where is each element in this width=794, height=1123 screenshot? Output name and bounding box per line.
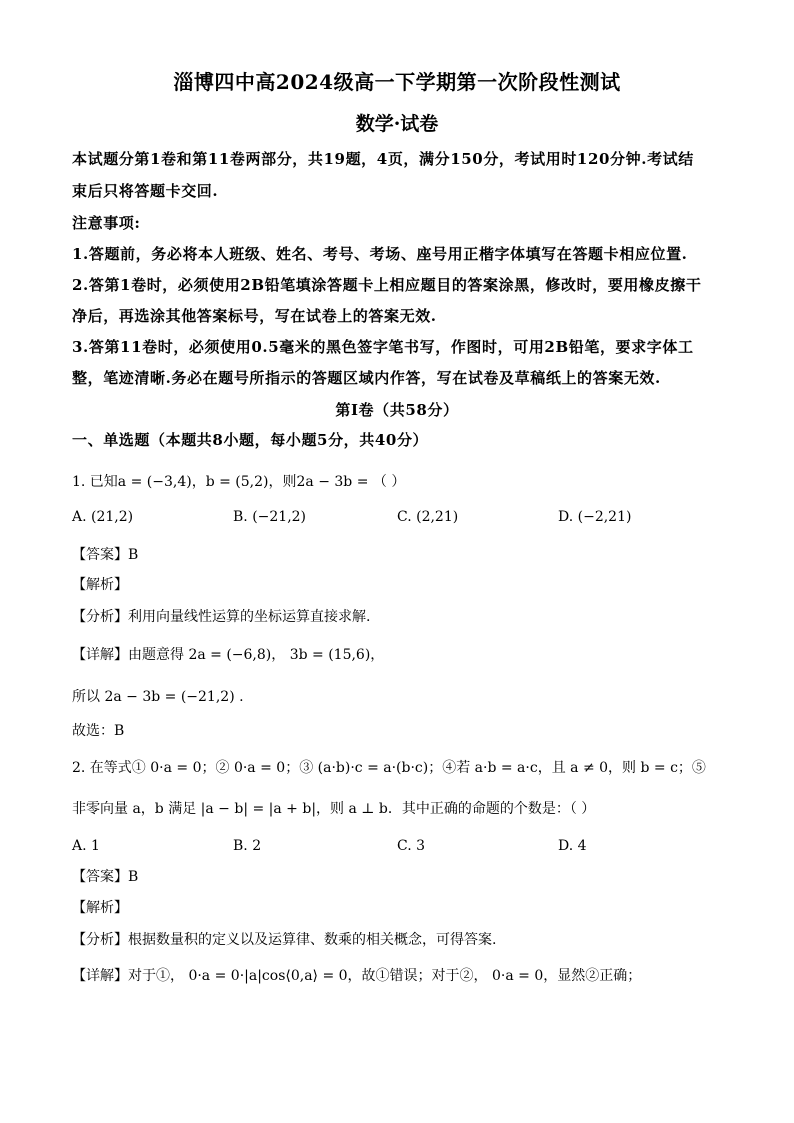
q1-detail-2: 所以 2a − 3b = (−21,2) . — [72, 689, 244, 705]
q1-option-c: C. (2,21) — [397, 509, 459, 525]
page-title: 淄博四中高2024级高一下学期第一次阶段性测试 — [173, 70, 621, 94]
q2-answer: 【答案】B — [72, 869, 139, 885]
q2-stem-line-1: 2. 在等式① 0·a = 0；② 0·a = 0；③ (a·b)·c = a·(b·c)；④若 a·b = a·c，且 a ≠ 0，则 b = c；⑤ — [72, 760, 706, 776]
notes-item-2-line-1: 2.答第1卷时，必须使用2B铅笔填涂答题卡上相应题目的答案涂黑，修改时，要用橡皮擦干 — [72, 276, 702, 294]
notes-heading: 注意事项: — [72, 214, 141, 232]
notes-item-1: 1.答题前，务必将本人班级、姓名、考号、考场、座号用正楷字体填写在答题卡相应位置. — [72, 245, 688, 263]
q1-answer: 【答案】B — [72, 547, 139, 563]
q1-option-a: A. (21,2) — [72, 509, 134, 525]
q1-stem: 1. 已知a = (−3,4)，b = (5,2)，则2a − 3b = （ ） — [72, 474, 406, 490]
q1-analysis-label: 【解析】 — [72, 577, 128, 593]
q1-option-b: B. (−21,2) — [233, 509, 307, 525]
q1-detail-1: 【详解】由题意得 2a = (−6,8)， 3b = (15,6)， — [72, 647, 385, 663]
part-title: 第Ⅰ卷（共58分） — [335, 401, 459, 419]
notes-item-3-line-1: 3.答第11卷时，必须使用0.5毫米的黑色签字笔书写，作图时，可用2B铅笔，要求字体工 — [72, 338, 694, 356]
q2-option-a: A. 1 — [72, 838, 100, 854]
notes-item-3-line-2: 整，笔迹清晰.务必在题号所指示的答题区域内作答，写在试卷及草稿纸上的答案无效. — [72, 369, 661, 387]
q2-analysis-label: 【解析】 — [72, 900, 128, 916]
q2-analysis: 【分析】根据数量积的定义以及运算律、数乘的相关概念，可得答案. — [72, 932, 497, 948]
q2-option-c: C. 3 — [397, 838, 426, 854]
intro-line-2: 束后只将答题卡交回. — [72, 182, 219, 200]
q1-analysis: 【分析】利用向量线性运算的坐标运算直接求解. — [72, 609, 371, 625]
notes-item-2-line-2: 净后，再选涂其他答案标号，写在试卷上的答案无效. — [72, 307, 437, 325]
q1-choice: 故选：B — [72, 723, 125, 739]
page-subtitle: 数学·试卷 — [355, 113, 439, 135]
q2-detail: 【详解】对于①， 0·a = 0·|a|cos⟨0,a⟩ = 0，故①错误；对于②， 0·a = 0，显然②正确； — [72, 968, 642, 984]
q2-option-b: B. 2 — [233, 838, 262, 854]
section-heading: 一、单选题（本题共8小题，每小题5分，共40分） — [72, 431, 429, 449]
q2-option-d: D. 4 — [558, 838, 587, 854]
q1-option-d: D. (−2,21) — [558, 509, 632, 525]
intro-line-1: 本试题分第1卷和第11卷两部分，共19题，4页，满分150分，考试用时120分钟.考试结 — [72, 150, 694, 168]
q2-stem-line-2: 非零向量 a，b 满足 |a − b| = |a + b|，则 a ⊥ b．其中正确的命题的个数是：（ ） — [72, 801, 596, 817]
